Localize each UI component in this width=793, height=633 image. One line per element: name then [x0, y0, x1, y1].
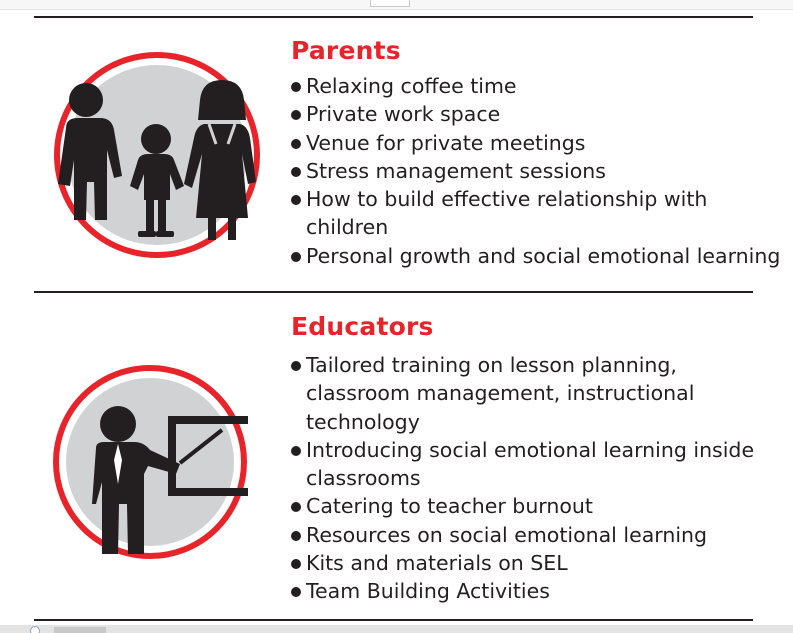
list-item: Relaxing coffee time — [289, 72, 786, 100]
scroll-indicator-icon — [30, 626, 40, 633]
list-item: Tailored training on lesson planning, classroom management, instructional technology — [289, 351, 706, 436]
list-item: Catering to teacher burnout — [289, 492, 766, 520]
educators-title: Educators — [291, 312, 434, 341]
list-item: Introducing social emotional learning inside classrooms — [289, 436, 766, 493]
list-item: Private work space — [289, 100, 786, 128]
list-item: Resources on social emotional learning — [289, 521, 766, 549]
list-item: How to build effective relationship with children — [289, 185, 726, 242]
divider-middle — [34, 291, 753, 293]
list-item: Team Building Activities — [289, 577, 766, 605]
top-toolbar-strip — [0, 0, 793, 10]
scrollbar-thumb[interactable] — [54, 627, 106, 633]
divider-bottom — [34, 619, 753, 621]
parents-title: Parents — [291, 36, 401, 65]
horizontal-scrollbar[interactable] — [0, 625, 793, 633]
teacher-icon — [52, 364, 248, 560]
list-item: Venue for private meetings — [289, 129, 786, 157]
educators-list — [289, 351, 766, 606]
list-item: Personal growth and social emotional learning — [289, 242, 786, 270]
list-item: Kits and materials on SEL — [289, 549, 766, 577]
list-item: Stress management sessions — [289, 157, 786, 185]
parents-list — [289, 72, 786, 270]
divider-top — [34, 16, 753, 18]
toolbar-tab[interactable] — [370, 0, 410, 7]
family-icon — [52, 50, 262, 260]
